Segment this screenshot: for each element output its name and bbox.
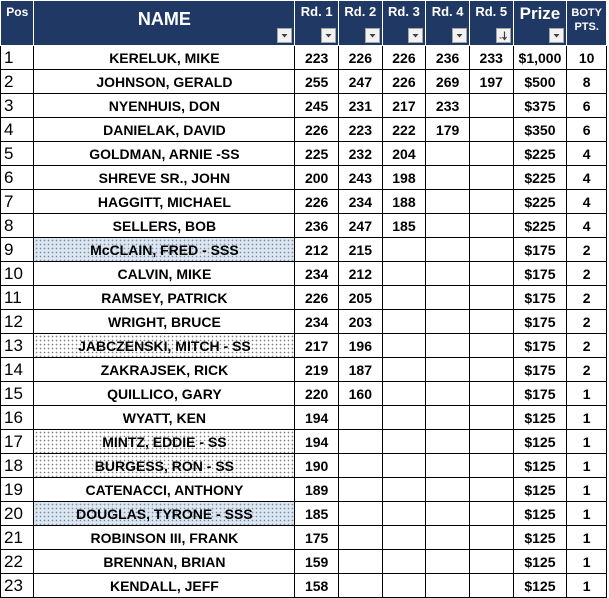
round-5-score-cell[interactable] — [469, 166, 513, 190]
bowler-name-cell[interactable]: BURGESS, RON - SS — [34, 454, 295, 478]
round-2-score-cell[interactable]: 232 — [338, 142, 382, 166]
prize-cell[interactable]: $125 — [513, 550, 567, 574]
position-cell[interactable]: 9 — [1, 238, 34, 262]
round-1-score-cell[interactable]: 223 — [295, 46, 339, 70]
round-4-score-cell[interactable]: 179 — [426, 118, 470, 142]
round-4-score-cell[interactable] — [426, 478, 470, 502]
prize-cell[interactable]: $175 — [513, 358, 567, 382]
header-rd1: Rd. 1 — [295, 1, 339, 46]
bowler-name-cell[interactable]: WRIGHT, BRUCE — [34, 310, 295, 334]
bowler-name-cell[interactable]: JABCZENSKI, MITCH - SS — [34, 334, 295, 358]
round-1-score-cell[interactable]: 194 — [295, 406, 339, 430]
filter-button-rd5[interactable] — [496, 28, 511, 43]
boty-points-cell[interactable]: 2 — [567, 310, 607, 334]
prize-cell[interactable]: $225 — [513, 166, 567, 190]
filter-button-rd3[interactable] — [408, 28, 423, 43]
prize-cell[interactable]: $125 — [513, 478, 567, 502]
table-row — [1, 574, 607, 598]
round-4-score-cell[interactable] — [426, 286, 470, 310]
boty-points-cell[interactable]: 6 — [567, 94, 607, 118]
table-row — [1, 382, 607, 406]
round-2-score-cell[interactable]: 247 — [338, 70, 382, 94]
round-5-score-cell[interactable] — [469, 454, 513, 478]
round-1-score-cell[interactable]: 226 — [295, 118, 339, 142]
table-row — [1, 526, 607, 550]
round-2-score-cell[interactable]: 243 — [338, 166, 382, 190]
round-1-score-cell[interactable]: 234 — [295, 310, 339, 334]
prize-cell[interactable]: $500 — [513, 70, 567, 94]
boty-points-cell[interactable]: 1 — [567, 430, 607, 454]
table-row — [1, 70, 607, 94]
bowler-name-cell[interactable]: CALVIN, MIKE — [34, 262, 295, 286]
round-4-score-cell[interactable]: 236 — [426, 46, 470, 70]
bowler-name-cell[interactable]: McCLAIN, FRED - SSS — [34, 238, 295, 262]
boty-points-cell[interactable]: 2 — [567, 334, 607, 358]
position-cell[interactable]: 6 — [1, 166, 34, 190]
round-2-score-cell[interactable]: 187 — [338, 358, 382, 382]
round-5-score-cell[interactable] — [469, 358, 513, 382]
round-4-score-cell[interactable] — [426, 574, 470, 598]
table-row — [1, 334, 607, 358]
round-1-score-cell[interactable]: 217 — [295, 334, 339, 358]
boty-points-cell[interactable]: 4 — [567, 214, 607, 238]
round-3-score-cell[interactable] — [382, 310, 426, 334]
round-4-score-cell[interactable] — [426, 262, 470, 286]
round-1-score-cell[interactable]: 194 — [295, 430, 339, 454]
position-cell[interactable]: 5 — [1, 142, 34, 166]
round-2-score-cell[interactable]: 247 — [338, 214, 382, 238]
round-4-score-cell[interactable] — [426, 502, 470, 526]
filter-button-rd1[interactable] — [321, 28, 336, 43]
header-prize: Prize — [513, 1, 567, 46]
table-row — [1, 214, 607, 238]
table-row — [1, 118, 607, 142]
round-2-score-cell[interactable] — [338, 526, 382, 550]
round-2-score-cell[interactable]: 205 — [338, 286, 382, 310]
filter-dropdown-icon — [366, 29, 379, 42]
position-cell[interactable]: 19 — [1, 478, 34, 502]
round-1-score-cell[interactable]: 189 — [295, 478, 339, 502]
header-pos: Pos — [1, 1, 34, 46]
table-row — [1, 550, 607, 574]
round-2-score-cell[interactable]: 231 — [338, 94, 382, 118]
round-1-score-cell[interactable]: 219 — [295, 358, 339, 382]
prize-cell[interactable]: $225 — [513, 190, 567, 214]
filter-button-prize[interactable] — [549, 28, 564, 43]
table-row — [1, 94, 607, 118]
bowler-name-cell[interactable]: ROBINSON III, FRANK — [34, 526, 295, 550]
position-cell[interactable]: 1 — [1, 46, 34, 70]
position-cell[interactable]: 14 — [1, 358, 34, 382]
round-4-score-cell[interactable] — [426, 166, 470, 190]
prize-cell[interactable]: $175 — [513, 334, 567, 358]
boty-points-cell[interactable]: 4 — [567, 190, 607, 214]
boty-points-cell[interactable]: 2 — [567, 238, 607, 262]
boty-points-cell[interactable]: 1 — [567, 526, 607, 550]
bowler-name-cell[interactable]: WYATT, KEN — [34, 406, 295, 430]
header-name: NAME — [34, 1, 295, 46]
filter-sorted-icon — [497, 29, 510, 42]
round-2-score-cell[interactable]: 215 — [338, 238, 382, 262]
round-4-score-cell[interactable] — [426, 550, 470, 574]
prize-cell[interactable]: $175 — [513, 310, 567, 334]
position-cell[interactable]: 13 — [1, 334, 34, 358]
round-1-score-cell[interactable]: 190 — [295, 454, 339, 478]
position-cell[interactable]: 16 — [1, 406, 34, 430]
prize-cell[interactable]: $125 — [513, 526, 567, 550]
filter-dropdown-icon — [278, 29, 291, 42]
header-row — [1, 1, 607, 46]
position-cell[interactable]: 12 — [1, 310, 34, 334]
prize-cell[interactable]: $375 — [513, 94, 567, 118]
round-3-score-cell[interactable] — [382, 238, 426, 262]
round-5-score-cell[interactable] — [469, 214, 513, 238]
prize-cell[interactable]: $125 — [513, 430, 567, 454]
round-1-score-cell[interactable]: 255 — [295, 70, 339, 94]
round-3-score-cell[interactable]: 222 — [382, 118, 426, 142]
prize-cell[interactable]: $175 — [513, 262, 567, 286]
bowler-name-cell[interactable]: KERELUK, MIKE — [34, 46, 295, 70]
round-3-score-cell[interactable] — [382, 430, 426, 454]
table-row — [1, 238, 607, 262]
round-3-score-cell[interactable]: 217 — [382, 94, 426, 118]
bowler-name-cell[interactable]: CATENACCI, ANTHONY — [34, 478, 295, 502]
round-4-score-cell[interactable]: 269 — [426, 70, 470, 94]
position-cell[interactable]: 3 — [1, 94, 34, 118]
round-3-score-cell[interactable]: 226 — [382, 46, 426, 70]
bowler-name-cell[interactable]: DOUGLAS, TYRONE - SSS — [34, 502, 295, 526]
boty-points-cell[interactable]: 8 — [567, 70, 607, 94]
boty-points-cell[interactable]: 2 — [567, 286, 607, 310]
position-cell[interactable]: 10 — [1, 262, 34, 286]
table-row — [1, 502, 607, 526]
bowler-name-cell[interactable]: SELLERS, BOB — [34, 214, 295, 238]
boty-points-cell[interactable]: 2 — [567, 262, 607, 286]
round-3-score-cell[interactable] — [382, 286, 426, 310]
boty-points-cell[interactable]: 1 — [567, 502, 607, 526]
round-3-score-cell[interactable] — [382, 382, 426, 406]
round-1-score-cell[interactable]: 245 — [295, 94, 339, 118]
prize-cell[interactable]: $125 — [513, 502, 567, 526]
round-4-score-cell[interactable] — [426, 310, 470, 334]
bowler-name-cell[interactable]: KENDALL, JEFF — [34, 574, 295, 598]
position-cell[interactable]: 22 — [1, 550, 34, 574]
round-1-score-cell[interactable]: 236 — [295, 214, 339, 238]
table-row — [1, 478, 607, 502]
round-1-score-cell[interactable]: 226 — [295, 190, 339, 214]
boty-points-cell[interactable]: 1 — [567, 550, 607, 574]
bowler-name-cell[interactable]: HAGGITT, MICHAEL — [34, 190, 295, 214]
round-1-score-cell[interactable]: 234 — [295, 262, 339, 286]
header-rd2: Rd. 2 — [338, 1, 382, 46]
round-2-score-cell[interactable]: 223 — [338, 118, 382, 142]
round-5-score-cell[interactable] — [469, 382, 513, 406]
boty-points-cell[interactable]: 4 — [567, 142, 607, 166]
round-3-score-cell[interactable] — [382, 478, 426, 502]
round-4-score-cell[interactable] — [426, 430, 470, 454]
round-3-score-cell[interactable] — [382, 550, 426, 574]
bowler-name-cell[interactable]: QUILLICO, GARY — [34, 382, 295, 406]
position-cell[interactable]: 8 — [1, 214, 34, 238]
round-2-score-cell[interactable] — [338, 406, 382, 430]
round-1-score-cell[interactable]: 212 — [295, 238, 339, 262]
round-3-score-cell[interactable] — [382, 502, 426, 526]
bowler-name-cell[interactable]: DANIELAK, DAVID — [34, 118, 295, 142]
prize-cell[interactable]: $175 — [513, 286, 567, 310]
boty-points-cell[interactable]: 1 — [567, 574, 607, 598]
table-row — [1, 286, 607, 310]
table-row — [1, 166, 607, 190]
round-2-score-cell[interactable] — [338, 574, 382, 598]
round-5-score-cell[interactable] — [469, 502, 513, 526]
round-4-score-cell[interactable] — [426, 382, 470, 406]
round-3-score-cell[interactable] — [382, 454, 426, 478]
boty-points-cell[interactable]: 1 — [567, 454, 607, 478]
header-rd4: Rd. 4 — [426, 1, 470, 46]
table-row — [1, 46, 607, 70]
table-row — [1, 430, 607, 454]
prize-cell[interactable]: $1,000 — [513, 46, 567, 70]
position-cell[interactable]: 18 — [1, 454, 34, 478]
round-4-score-cell[interactable] — [426, 190, 470, 214]
boty-points-cell[interactable]: 4 — [567, 166, 607, 190]
round-5-score-cell[interactable] — [469, 94, 513, 118]
round-4-score-cell[interactable] — [426, 526, 470, 550]
table-row — [1, 310, 607, 334]
position-cell[interactable]: 15 — [1, 382, 34, 406]
round-3-score-cell[interactable] — [382, 574, 426, 598]
round-3-score-cell[interactable] — [382, 406, 426, 430]
round-3-score-cell[interactable]: 198 — [382, 166, 426, 190]
round-5-score-cell[interactable] — [469, 334, 513, 358]
round-3-score-cell[interactable] — [382, 334, 426, 358]
round-1-score-cell[interactable]: 175 — [295, 526, 339, 550]
bowler-name-cell[interactable]: JOHNSON, GERALD — [34, 70, 295, 94]
bowler-name-cell[interactable]: ZAKRAJSEK, RICK — [34, 358, 295, 382]
round-2-score-cell[interactable]: 160 — [338, 382, 382, 406]
round-5-score-cell[interactable]: 233 — [469, 46, 513, 70]
boty-points-cell[interactable]: 1 — [567, 382, 607, 406]
position-cell[interactable]: 21 — [1, 526, 34, 550]
round-2-score-cell[interactable]: 203 — [338, 310, 382, 334]
round-2-score-cell[interactable]: 212 — [338, 262, 382, 286]
round-4-score-cell[interactable] — [426, 454, 470, 478]
filter-dropdown-icon — [409, 29, 422, 42]
prize-cell[interactable]: $125 — [513, 574, 567, 598]
round-5-score-cell[interactable] — [469, 574, 513, 598]
bowler-name-cell[interactable]: NYENHUIS, DON — [34, 94, 295, 118]
prize-cell[interactable]: $225 — [513, 214, 567, 238]
round-3-score-cell[interactable]: 204 — [382, 142, 426, 166]
bowler-name-cell[interactable]: BRENNAN, BRIAN — [34, 550, 295, 574]
round-2-score-cell[interactable] — [338, 550, 382, 574]
round-5-score-cell[interactable] — [469, 526, 513, 550]
filter-button-rd4[interactable] — [452, 28, 467, 43]
round-1-score-cell[interactable]: 159 — [295, 550, 339, 574]
boty-points-cell[interactable]: 1 — [567, 406, 607, 430]
round-5-score-cell[interactable] — [469, 190, 513, 214]
bowler-name-cell[interactable]: MINTZ, EDDIE - SS — [34, 430, 295, 454]
header-boty: BOTY PTS. — [567, 1, 607, 46]
table-row — [1, 190, 607, 214]
filter-dropdown-icon — [453, 29, 466, 42]
round-5-score-cell[interactable] — [469, 406, 513, 430]
boty-points-cell[interactable]: 6 — [567, 118, 607, 142]
bowler-name-cell[interactable]: GOLDMAN, ARNIE -SS — [34, 142, 295, 166]
position-cell[interactable]: 2 — [1, 70, 34, 94]
round-5-score-cell[interactable] — [469, 550, 513, 574]
table-row — [1, 262, 607, 286]
round-5-score-cell[interactable] — [469, 118, 513, 142]
round-2-score-cell[interactable]: 196 — [338, 334, 382, 358]
position-cell[interactable]: 20 — [1, 502, 34, 526]
round-4-score-cell[interactable] — [426, 214, 470, 238]
prize-cell[interactable]: $350 — [513, 118, 567, 142]
prize-cell[interactable]: $125 — [513, 406, 567, 430]
prize-cell[interactable]: $175 — [513, 238, 567, 262]
boty-points-cell[interactable]: 1 — [567, 478, 607, 502]
table-row — [1, 358, 607, 382]
round-1-score-cell[interactable]: 185 — [295, 502, 339, 526]
round-5-score-cell[interactable] — [469, 262, 513, 286]
round-2-score-cell[interactable]: 234 — [338, 190, 382, 214]
round-5-score-cell[interactable] — [469, 238, 513, 262]
filter-button-rd2[interactable] — [365, 28, 380, 43]
round-5-score-cell[interactable]: 197 — [469, 70, 513, 94]
round-3-score-cell[interactable]: 185 — [382, 214, 426, 238]
round-2-score-cell[interactable] — [338, 430, 382, 454]
round-2-score-cell[interactable] — [338, 502, 382, 526]
round-1-score-cell[interactable]: 158 — [295, 574, 339, 598]
position-cell[interactable]: 11 — [1, 286, 34, 310]
round-5-score-cell[interactable] — [469, 310, 513, 334]
position-cell[interactable]: 7 — [1, 190, 34, 214]
round-3-score-cell[interactable] — [382, 262, 426, 286]
boty-points-cell[interactable]: 2 — [567, 358, 607, 382]
prize-cell[interactable]: $225 — [513, 142, 567, 166]
table-row — [1, 454, 607, 478]
filter-dropdown-icon — [322, 29, 335, 42]
filter-dropdown-icon — [550, 29, 563, 42]
round-5-score-cell[interactable] — [469, 478, 513, 502]
round-3-score-cell[interactable] — [382, 358, 426, 382]
round-4-score-cell[interactable]: 233 — [426, 94, 470, 118]
round-4-score-cell[interactable] — [426, 238, 470, 262]
bowler-name-cell[interactable]: RAMSEY, PATRICK — [34, 286, 295, 310]
position-cell[interactable]: 17 — [1, 430, 34, 454]
round-4-score-cell[interactable] — [426, 334, 470, 358]
round-4-score-cell[interactable] — [426, 358, 470, 382]
round-1-score-cell[interactable]: 200 — [295, 166, 339, 190]
table-row — [1, 406, 607, 430]
round-5-score-cell[interactable] — [469, 142, 513, 166]
round-2-score-cell[interactable]: 226 — [338, 46, 382, 70]
position-cell[interactable]: 4 — [1, 118, 34, 142]
table-row — [1, 142, 607, 166]
round-5-score-cell[interactable] — [469, 430, 513, 454]
round-3-score-cell[interactable]: 188 — [382, 190, 426, 214]
prize-cell[interactable]: $125 — [513, 454, 567, 478]
boty-points-cell[interactable]: 10 — [567, 46, 607, 70]
round-4-score-cell[interactable] — [426, 142, 470, 166]
round-3-score-cell[interactable] — [382, 526, 426, 550]
round-5-score-cell[interactable] — [469, 286, 513, 310]
position-cell[interactable]: 23 — [1, 574, 34, 598]
round-3-score-cell[interactable]: 226 — [382, 70, 426, 94]
bowler-name-cell[interactable]: SHREVE SR., JOHN — [34, 166, 295, 190]
header-rd3: Rd. 3 — [382, 1, 426, 46]
round-2-score-cell[interactable] — [338, 478, 382, 502]
round-4-score-cell[interactable] — [426, 406, 470, 430]
round-1-score-cell[interactable]: 220 — [295, 382, 339, 406]
round-1-score-cell[interactable]: 226 — [295, 286, 339, 310]
round-2-score-cell[interactable] — [338, 454, 382, 478]
filter-button-name[interactable] — [277, 28, 292, 43]
prize-cell[interactable]: $175 — [513, 382, 567, 406]
header-rd5: Rd. 5 — [469, 1, 513, 46]
round-1-score-cell[interactable]: 225 — [295, 142, 339, 166]
